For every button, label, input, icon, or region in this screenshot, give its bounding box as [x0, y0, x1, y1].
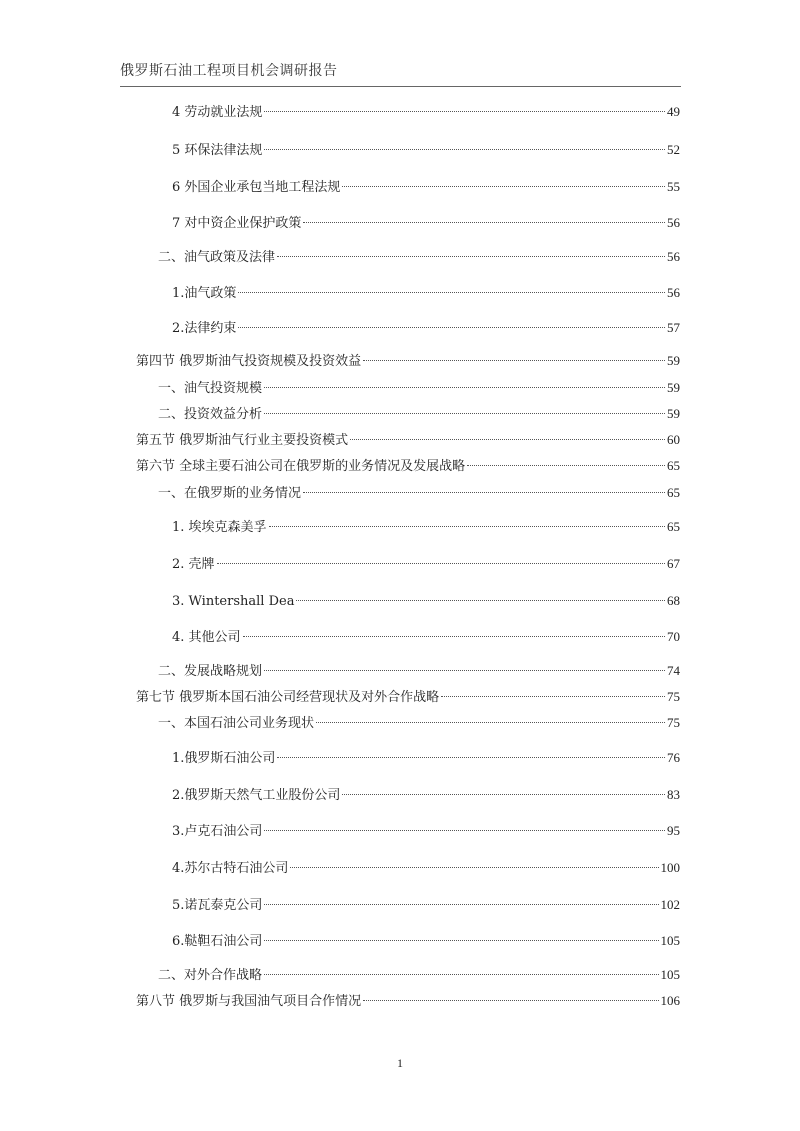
dot-leader: [264, 670, 665, 671]
dot-leader: [238, 292, 665, 293]
toc-entry-page: 57: [667, 320, 680, 335]
dot-leader: [264, 940, 658, 941]
toc-entry-title: 5 环保法律法规: [172, 143, 263, 158]
toc-entry-page: 65: [667, 458, 680, 473]
dot-leader: [342, 794, 665, 795]
toc-entry-page: 76: [667, 750, 680, 765]
dot-leader: [303, 492, 665, 493]
toc-entry-page: 55: [667, 179, 680, 194]
toc-entry-page: 67: [667, 556, 680, 571]
toc-entry-page: 49: [667, 104, 680, 119]
dot-leader: [238, 327, 665, 328]
toc-entry-page: 59: [667, 353, 680, 368]
toc-entry-title: 6.鞑靼石油公司: [172, 934, 263, 949]
toc-entry-page: 56: [667, 215, 680, 230]
toc-entry-title: 二、投资效益分析: [158, 407, 263, 422]
toc-entry-page: 59: [667, 406, 680, 421]
dot-leader: [363, 1000, 658, 1001]
toc-entry[interactable]: [158, 966, 680, 985]
toc-entry-page: 105: [660, 933, 680, 948]
dot-leader: [264, 387, 665, 388]
toc-entry-page: 60: [667, 432, 680, 447]
toc-entry-title: 1.俄罗斯石油公司: [172, 751, 276, 766]
toc-entry-page: 59: [667, 380, 680, 395]
toc-entry[interactable]: [158, 405, 680, 424]
toc-entry[interactable]: [172, 628, 680, 647]
toc-entry-title: 一、油气投资规模: [158, 381, 263, 396]
dot-leader: [363, 360, 665, 361]
toc-entry[interactable]: [172, 786, 680, 805]
toc-entry-title: 1. 埃埃克森美孚: [172, 520, 267, 535]
toc-entry-title: 第八节 俄罗斯与我国油气项目合作情况: [136, 994, 362, 1009]
toc-entry[interactable]: [172, 555, 680, 574]
toc-entry[interactable]: [136, 431, 680, 450]
dot-leader: [316, 722, 665, 723]
dot-leader: [264, 830, 665, 831]
toc-entry-title: 3. Wintershall Dea: [172, 594, 295, 609]
dot-leader: [264, 974, 658, 975]
dot-leader: [303, 222, 665, 223]
toc-entry-page: 65: [667, 485, 680, 500]
toc-entry-page: 56: [667, 249, 680, 264]
toc-entry[interactable]: [158, 714, 680, 733]
toc-entry-title: 1.油气政策: [172, 286, 237, 301]
toc-entry[interactable]: [158, 662, 680, 681]
toc-entry[interactable]: [172, 319, 680, 338]
toc-entry-page: 65: [667, 519, 680, 534]
dot-leader: [350, 439, 665, 440]
toc-entry-page: 102: [660, 897, 680, 912]
toc-entry[interactable]: [172, 103, 680, 122]
toc-entry-title: 4. 其他公司: [172, 630, 241, 645]
toc-entry[interactable]: [172, 749, 680, 768]
dot-leader: [264, 413, 665, 414]
running-header: 俄罗斯石油工程项目机会调研报告: [120, 63, 338, 79]
toc-entry[interactable]: [172, 896, 680, 915]
dot-leader: [342, 186, 665, 187]
toc-entry-title: 二、对外合作战略: [158, 968, 263, 983]
toc-entry-title: 2. 壳牌: [172, 557, 215, 572]
toc-entry-page: 68: [667, 593, 680, 608]
toc-entry[interactable]: [136, 457, 680, 476]
toc-entry-title: 第六节 全球主要石油公司在俄罗斯的业务情况及发展战略: [136, 459, 466, 474]
toc-entry[interactable]: [172, 141, 680, 160]
dot-leader: [269, 526, 665, 527]
toc-entry[interactable]: [172, 592, 680, 611]
toc-entry[interactable]: [172, 178, 680, 197]
toc-entry[interactable]: [172, 822, 680, 841]
toc-entry[interactable]: [172, 214, 680, 233]
dot-leader: [264, 149, 665, 150]
toc-entry[interactable]: [158, 248, 680, 267]
dot-leader: [243, 636, 665, 637]
toc-entry[interactable]: [172, 932, 680, 951]
toc-entry-page: 74: [667, 663, 680, 678]
toc-entry-title: 6 外国企业承包当地工程法规: [172, 180, 341, 195]
toc-entry[interactable]: [136, 352, 680, 371]
toc-entry-title: 3.卢克石油公司: [172, 824, 263, 839]
dot-leader: [467, 465, 665, 466]
dot-leader: [277, 256, 665, 257]
toc-entry-title: 2.法律约束: [172, 321, 237, 336]
dot-leader: [264, 904, 658, 905]
dot-leader: [296, 600, 665, 601]
toc-entry[interactable]: [158, 484, 680, 503]
page-number: 1: [397, 1056, 403, 1070]
toc-entry-page: 105: [660, 967, 680, 982]
toc-entry-page: 83: [667, 787, 680, 802]
toc-entry-page: 52: [667, 142, 680, 157]
dot-leader: [217, 563, 665, 564]
dot-leader: [277, 757, 665, 758]
toc-entry-title: 7 对中资企业保护政策: [172, 216, 302, 231]
toc-entry-page: 75: [667, 715, 680, 730]
toc-entry-page: 56: [667, 285, 680, 300]
dot-leader: [441, 696, 665, 697]
toc-entry-page: 100: [660, 860, 680, 875]
toc-entry-title: 二、油气政策及法律: [158, 250, 276, 265]
toc-entry-title: 第五节 俄罗斯油气行业主要投资模式: [136, 433, 349, 448]
toc-entry-title: 二、发展战略规划: [158, 664, 263, 679]
toc-entry-page: 106: [660, 993, 680, 1008]
toc-entry-title: 4 劳动就业法规: [172, 105, 263, 120]
toc-entry[interactable]: [136, 688, 680, 707]
toc-entry[interactable]: [136, 992, 680, 1011]
toc-entry-page: 70: [667, 629, 680, 644]
toc-entry-title: 一、本国石油公司业务现状: [158, 716, 315, 731]
toc-entry[interactable]: [158, 379, 680, 398]
toc-entry[interactable]: [172, 284, 680, 303]
toc-entry-title: 第四节 俄罗斯油气投资规模及投资效益: [136, 354, 362, 369]
toc-entry-page: 95: [667, 823, 680, 838]
toc-entry-title: 5.诺瓦泰克公司: [172, 898, 263, 913]
toc-entry[interactable]: [172, 518, 680, 537]
toc-entry-title: 一、在俄罗斯的业务情况: [158, 486, 302, 501]
toc-entry-title: 第七节 俄罗斯本国石油公司经营现状及对外合作战略: [136, 690, 440, 705]
toc-entry[interactable]: [172, 859, 680, 878]
toc-entry-page: 75: [667, 689, 680, 704]
toc-entry-title: 2.俄罗斯天然气工业股份公司: [172, 788, 341, 803]
toc-entry-title: 4.苏尔古特石油公司: [172, 861, 289, 876]
dot-leader: [264, 111, 665, 112]
dot-leader: [290, 867, 658, 868]
